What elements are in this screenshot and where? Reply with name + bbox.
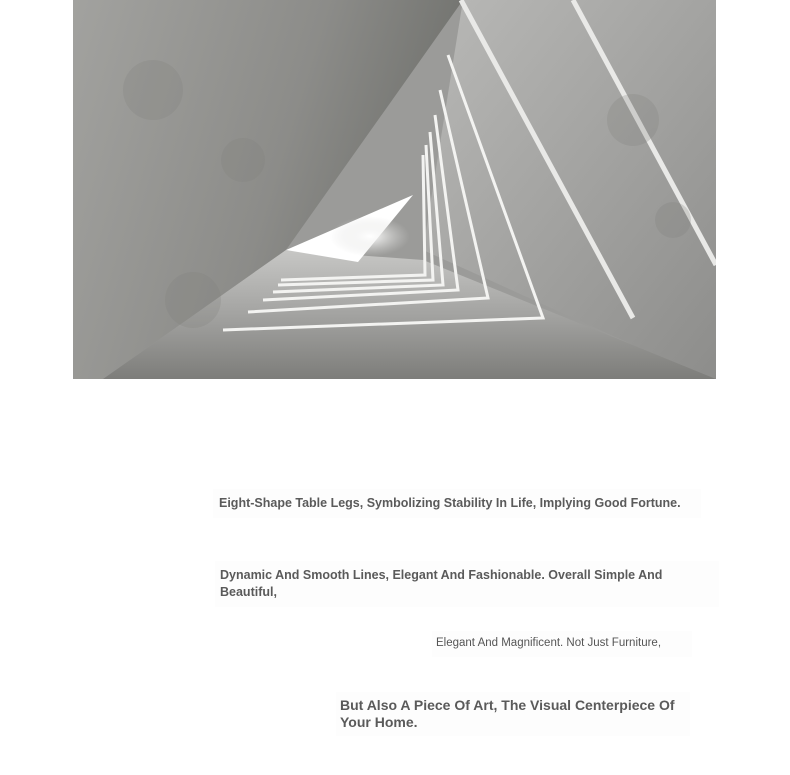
feature-caption-elegant: Elegant And Magnificent. Not Just Furniture, <box>432 631 692 657</box>
feature-caption-lines: Dynamic And Smooth Lines, Elegant And Fashionable. Overall Simple And Beautiful, <box>215 561 719 607</box>
hero-image <box>73 0 716 379</box>
feature-caption-table-legs: Eight-Shape Table Legs, Symbolizing Stability In Life, Implying Good Fortune. <box>213 489 701 518</box>
feature-caption-art: But Also A Piece Of Art, The Visual Centerpiece Of Your Home. <box>336 692 690 736</box>
